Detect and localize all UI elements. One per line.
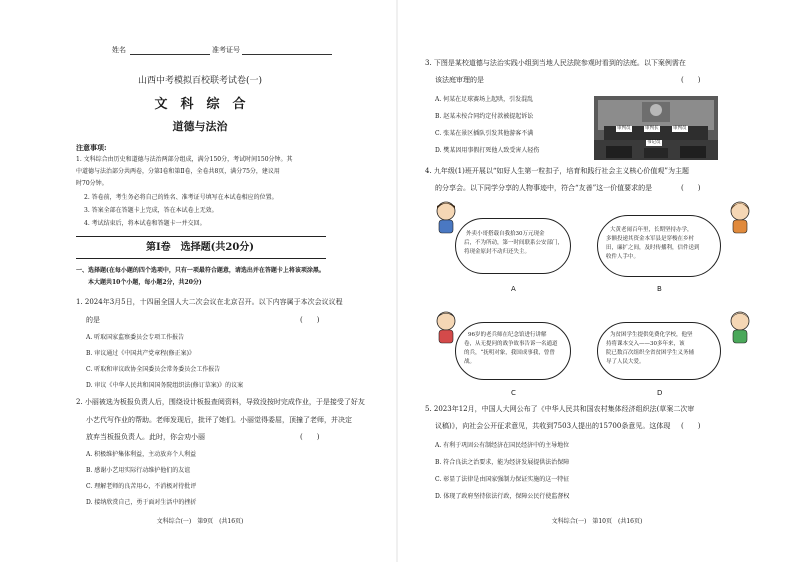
q3-stem: 该法庭审理的是 [435,76,484,84]
q2-stem: 小艺代写作业的帮助。老师发现后，批评了她们。小丽觉得委屈，顶撞了老师，并决定 [86,416,352,424]
court-label: 审判员 [673,126,687,131]
q3-answer-paren: ( ) [681,76,701,84]
bubble-d-text: 导了人民大爱。 [606,359,645,365]
bubble-d-text: 为贫困学生提供免费化学校，他坚 [610,332,693,338]
student-avatar-icon [727,200,753,234]
left-footer: 文科综合(一) 第9页 (共16页) [156,518,244,525]
court-label: 审判长 [645,126,659,131]
bubble-c-text: 的兵，“抚明对象，我国成事我，曾曾 [464,350,555,356]
q1-option-a: A. 听取国家监察委员会专项工作报告 [86,334,185,341]
q2-stem: 2. 小丽被选为板报负责人后，围绕设计板报查阅资料，导致没按时完成作业，于是接受了好友 [76,398,365,406]
bubble-d [597,322,721,380]
court-label: 审判员 [617,126,631,131]
exam-title: 山西中考模拟百校联考试卷(一) [137,76,263,86]
student-avatar-icon [433,310,459,344]
q5-option-d: D. 体现了政府坚持依法行政，保障公民行使监督权 [435,493,570,500]
q1-stem: 的是 [86,316,100,324]
notice-line: 4. 考试结束后，将本试卷和答题卡一并交回。 [84,220,206,227]
bubble-a-text: 将现金原封不动归还失主。 [464,249,531,255]
right-footer: 文科综合(一) 第10页 (共16页) [551,518,643,525]
courtroom-image [594,96,718,160]
q1-answer-paren: ( ) [300,316,320,324]
q1-stem: 1. 2024年3月5日，十四届全国人大二次会议在北京召开。以下内容属于本次会议议程 [76,298,343,306]
right-page [397,0,794,562]
bubble-c-text: 战。 [464,359,476,365]
student-avatar-icon [727,310,753,344]
bubble-a-text: 外卖小哥搭载自我拾30万元现金 [466,231,545,237]
name-line [130,54,210,55]
bubble-b-letter: B [657,285,662,293]
q3-option-a: A. 何某在足球赛场上起哄，引发混乱 [435,96,534,103]
q1-option-d: D. 审议《中华人民共和国国务院组织法(修订草案)》的议案 [86,382,244,389]
q4-answer-paren: ( ) [681,184,701,192]
bubble-b-text: 田，廉扩之间，及时传播利，信件送到 [606,245,700,251]
notice-line: 中道德与法治部分共两卷，分第Ⅰ卷和第Ⅱ卷，全卷共8页，满分75分，建议用 [76,168,280,175]
bubble-c-letter: C [511,389,516,397]
bubble-a-letter: A [511,285,516,293]
bubble-b [597,215,721,277]
instruction-line: 本大题共10个小题，每小题2分，共20分) [88,279,202,286]
q4-stem: 的分享会。以下同学分享的人物事迹中，符合“友善”这一价值要求的是 [435,184,653,192]
bubble-c [455,322,571,380]
q5-option-b: B. 符合良法之治要求，能为经济发展提供法治保障 [435,459,570,466]
bubble-a [455,218,571,274]
q2-answer-paren: ( ) [300,433,320,441]
bubble-c-text: 96岁的老兵师在纪念馆进行讲解 [468,332,547,338]
q1-option-b: B. 审议通过《中国共产党章程(修正案)》 [86,350,195,357]
q2-option-a: A. 积极维护集体利益，主动放弃个人利益 [86,451,197,458]
bubble-d-text: 持将课本交入——30多年来，该 [606,341,685,347]
q3-option-b: B. 赵某未按合同约定付款被提起诉讼 [435,113,534,120]
sub-subject-title: 道德与法治 [172,120,228,133]
instruction-line: 一、选择题(在每小题的四个选项中，只有一项最符合题意，请选出并在答题卡上将该项涂黑。 [76,267,325,274]
court-label: 书记员 [647,140,661,145]
q2-option-d: D. 接纳欣赏自己，勇于面对生活中的挫折 [86,499,197,506]
bubble-b-text: 收件人手中。 [606,254,640,260]
q5-option-c: C. 彰显了法律是由国家强制力保证实施的这一特征 [435,476,570,483]
q4-stem: 4. 九年级(1)班开展以“如好人生第一粒扣子，培育和践行社会主义核心价值观”为主题 [425,167,689,175]
q5-stem: 议稿)》，向社会公开征求意见，共收到7503人提出的15700条意见。这体现 [435,422,671,430]
notice-line: 1. 文科综合由历史和道德与法治两部分组成，满分150分，考试时间150分钟。其 [76,156,293,163]
q2-stem: 放弃当板报负责人。此时，你会劝小丽 [86,433,205,441]
exam-no-label: 准考证号 [212,46,240,54]
q3-option-c: C. 张某在景区插队引发其他游客不满 [435,130,534,137]
section-rule-bottom [76,258,326,259]
bubble-d-letter: D [657,389,663,397]
q3-option-d: D. 樊某因用事假打死他人致受害人轻伤 [435,147,540,154]
bubble-b-text: 多额投递其资金本军县是穿梭在乡村 [606,236,695,242]
notice-line: 3. 答案全部在答题卡上完成，答在本试卷上无效。 [84,207,218,214]
q5-answer-paren: ( ) [681,422,701,430]
student-avatar-icon [433,200,459,234]
section-rule-top [76,236,326,237]
section-title: 第Ⅰ卷 选择题(共20分) [145,242,255,253]
name-label: 姓名 [112,46,126,54]
q2-option-b: B. 感谢小艺用实际行动维护他们的友谊 [86,467,191,474]
bubble-b-text: 大黄老闹百年里，长期坚持办学， [610,227,693,233]
notice-line: 2. 答卷前，考生务必将自己的姓名、准考证号填写在本试卷相应的位置。 [84,194,278,201]
q5-option-a: A. 有利于巩固公有制经济在国民经济中的主导地位 [435,442,570,449]
notice-title: 注意事项: [76,143,107,152]
exam-no-line [242,54,332,55]
q2-option-c: C. 理解老师的良苦用心，不消极对待批评 [86,483,197,490]
subject-title: 文 科 综 合 [154,97,246,112]
notice-line: 时70分钟。 [76,180,108,187]
q5-stem: 5. 2023年12月，中国人大网公布了《中华人民共和国农村集体经济组织法(草案二次审 [425,405,695,413]
bubble-c-text: 卷，从无提问的战争故事告诉一名通道 [464,341,558,347]
bubble-a-text: 后，不为所动，第一时间联系公安部门， [464,240,564,246]
q3-stem: 3. 下图是某校道德与法治实践小组到当地人民法院参观时看到的法庭。以下案例需在 [425,59,686,67]
bubble-d-text: 院已数百次组织全省贫困学生义务辅 [606,350,695,356]
q1-option-c: C. 听取和审议政协全国委员会常务委员会工作报告 [86,366,221,373]
